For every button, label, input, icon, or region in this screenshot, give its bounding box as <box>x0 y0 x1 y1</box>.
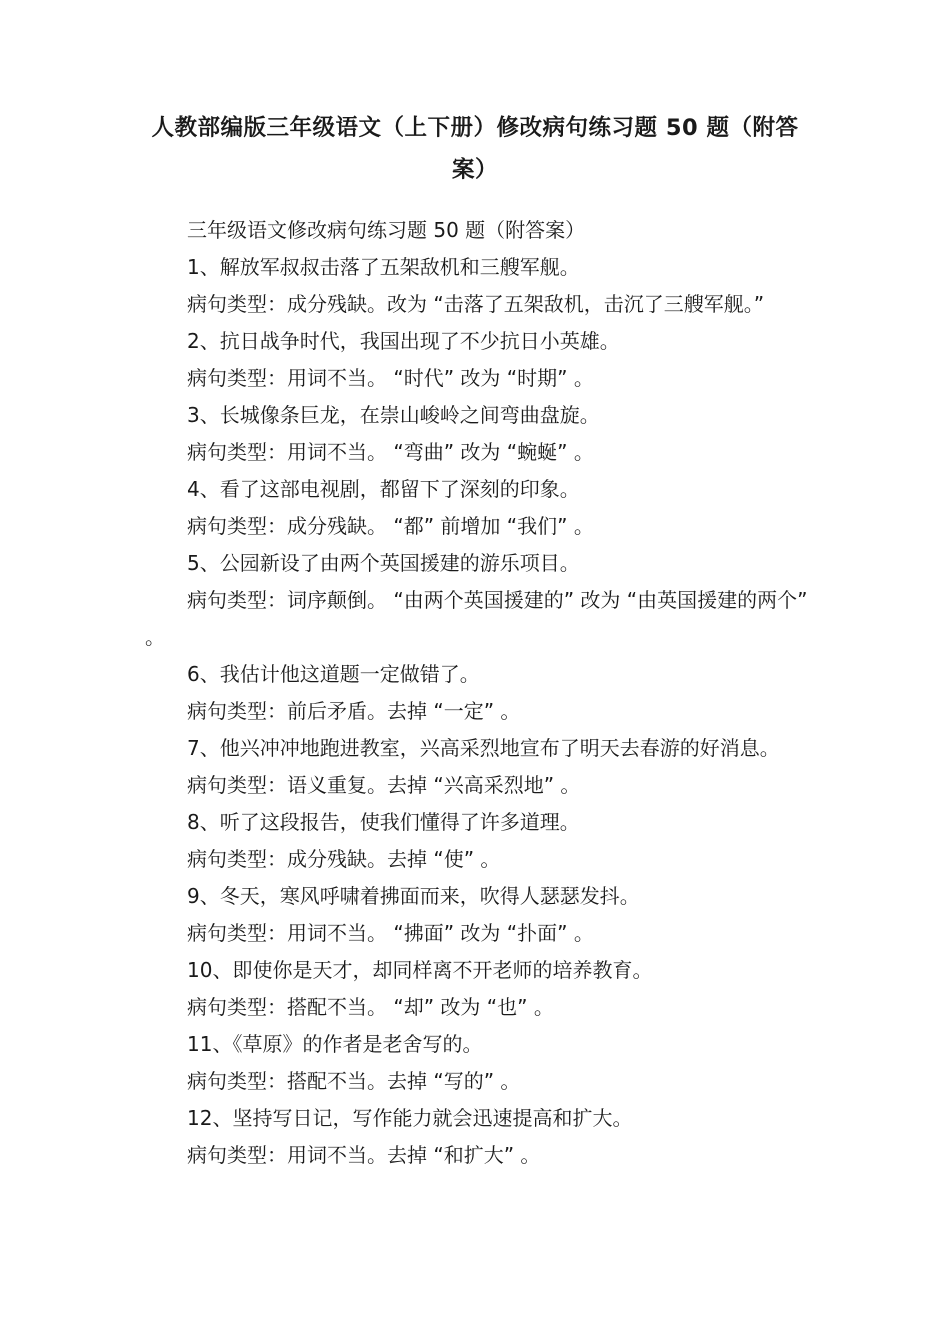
question-line: 3、长城像条巨龙，在崇山峻岭之间弯曲盘旋。 <box>187 403 600 427</box>
question-line: 6、我估计他这道题一定做错了。 <box>187 662 480 686</box>
answer-line: 病句类型：成分残缺。改为 “击落了五架敌机，击沉了三艘军舰。” <box>187 292 765 316</box>
question-line: 11、《草原》的作者是老舍写的。 <box>187 1032 483 1056</box>
question-line: 9、冬天，寒风呼啸着拂面而来，吹得人瑟瑟发抖。 <box>187 884 640 908</box>
question-line: 7、他兴冲冲地跑进教室，兴高采烈地宣布了明天去春游的好消息。 <box>187 736 780 760</box>
document-title: 人教部编版三年级语文（上下册）修改病句练习题 50 题（附答案） <box>151 115 799 183</box>
question-line: 12、坚持写日记，写作能力就会迅速提高和扩大。 <box>187 1106 633 1130</box>
answer-line: 病句类型：用词不当。去掉 “和扩大” 。 <box>187 1143 541 1167</box>
question-line: 2、抗日战争时代，我国出现了不少抗日小英雄。 <box>187 329 620 353</box>
answer-line: 病句类型：搭配不当。去掉 “写的” 。 <box>187 1069 521 1093</box>
document-body <box>145 212 825 1174</box>
question-line: 1、解放军叔叔击落了五架敌机和三艘军舰。 <box>187 255 580 279</box>
answer-line: 病句类型：前后矛盾。去掉 “一定” 。 <box>187 699 521 723</box>
question-line: 5、公园新设了由两个英国援建的游乐项目。 <box>187 551 580 575</box>
answer-line: 病句类型：成分残缺。 “都” 前增加 “我们” 。 <box>187 514 594 538</box>
answer-line: 病句类型：搭配不当。 “却” 改为 “也” 。 <box>187 995 554 1019</box>
question-line: 10、即使你是天才，却同样离不开老师的培养教育。 <box>187 958 653 982</box>
answer-line: 病句类型：用词不当。 “时代” 改为 “时期” 。 <box>187 366 594 390</box>
question-line: 8、听了这段报告，使我们懂得了许多道理。 <box>187 810 580 834</box>
answer-line: 病句类型：用词不当。 “拂面” 改为 “扑面” 。 <box>187 921 594 945</box>
answer-line: 病句类型：成分残缺。去掉 “使” 。 <box>187 847 501 871</box>
subtitle-line: 三年级语文修改病句练习题 50 题（附答案） <box>187 218 586 242</box>
question-line: 4、看了这部电视剧，都留下了深刻的印象。 <box>187 477 580 501</box>
answer-line: 病句类型：语义重复。去掉 “兴高采烈地” 。 <box>187 773 581 797</box>
answer-line: 病句类型：用词不当。 “弯曲” 改为 “蜿蜒” 。 <box>187 440 594 464</box>
answer-line: 病句类型：词序颠倒。 “由两个英国援建的” 改为 “由英国援建的两个” 。 <box>145 588 814 649</box>
